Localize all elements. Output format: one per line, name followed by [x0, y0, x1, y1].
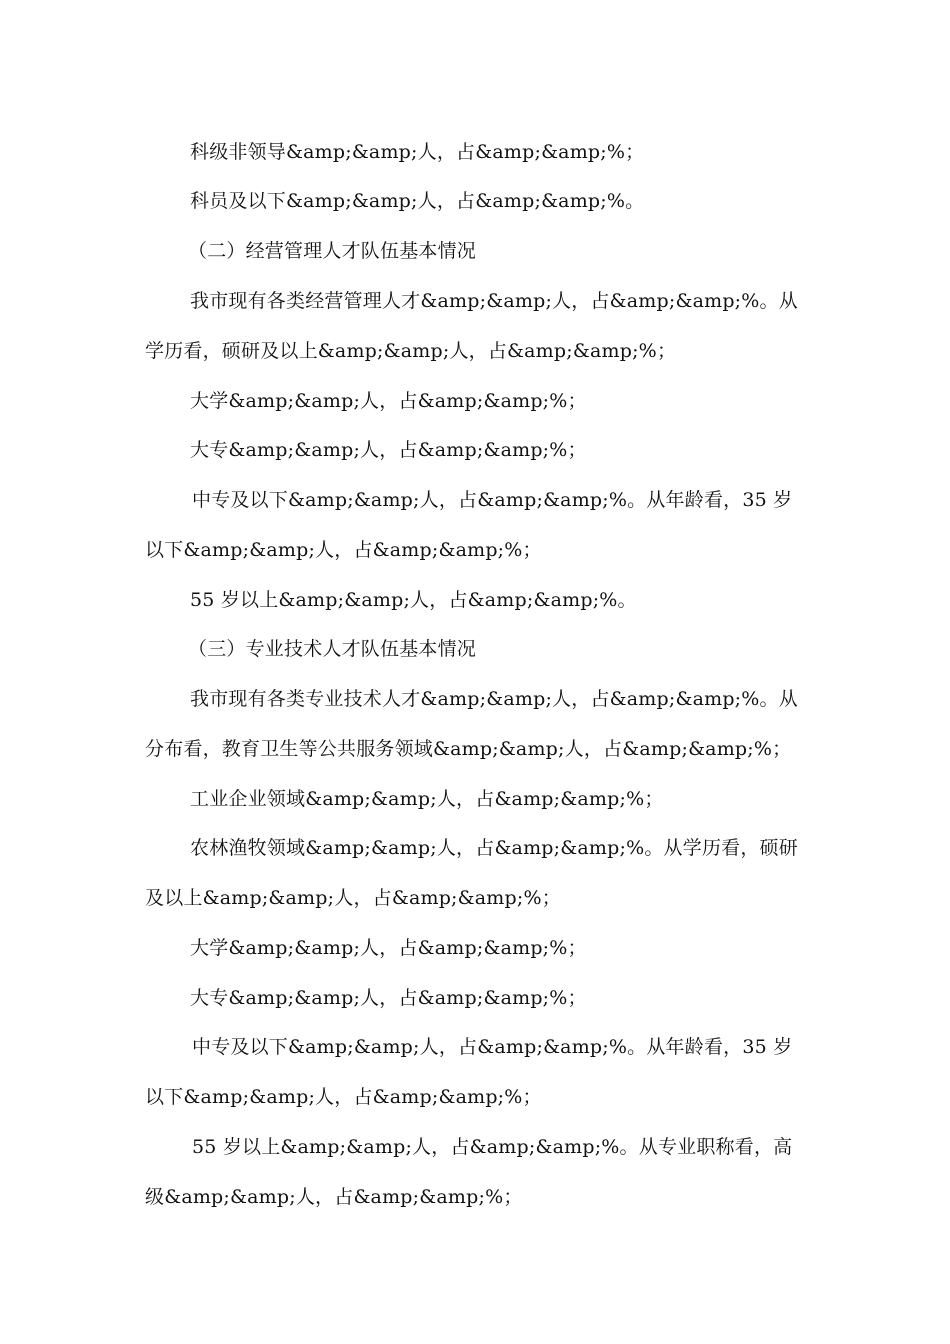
- text-line: 科员及以下&amp;&amp;人，占&amp;&amp;%。: [190, 190, 645, 212]
- text-line: 及以上&amp;&amp;人，占&amp;&amp;%；: [145, 887, 561, 909]
- text-line: 我市现有各类经营管理人才&amp;&amp;人，占&amp;&amp;%。从: [190, 290, 798, 312]
- text-line: 大学&amp;&amp;人，占&amp;&amp;%；: [190, 937, 587, 959]
- text-line: 级&amp;&amp;人，占&amp;&amp;%；: [145, 1186, 523, 1208]
- text-line: 科级非领导&amp;&amp;人，占&amp;&amp;%；: [190, 141, 645, 163]
- text-line: 大专&amp;&amp;人，占&amp;&amp;%；: [190, 987, 587, 1009]
- text-line: 大专&amp;&amp;人，占&amp;&amp;%；: [190, 439, 587, 461]
- text-line: 学历看，硕研及以上&amp;&amp;人，占&amp;&amp;%；: [145, 340, 677, 362]
- text-line: 中专及以下&amp;&amp;人，占&amp;&amp;%。从年龄看，35 岁: [192, 1036, 793, 1058]
- text-line: 以下&amp;&amp;人，占&amp;&amp;%；: [145, 539, 542, 561]
- section-heading: （三）专业技术人才队伍基本情况: [188, 638, 477, 660]
- text-line: 工业企业领域&amp;&amp;人，占&amp;&amp;%；: [190, 788, 664, 810]
- text-line: 分布看，教育卫生等公共服务领域&amp;&amp;人，占&amp;&amp;%；: [145, 738, 792, 760]
- text-line: 55 岁以上&amp;&amp;人，占&amp;&amp;%。从专业职称看，高: [192, 1136, 793, 1158]
- text-line: 55 岁以上&amp;&amp;人，占&amp;&amp;%。: [190, 589, 637, 611]
- text-line: 以下&amp;&amp;人，占&amp;&amp;%；: [145, 1086, 542, 1108]
- text-line: 我市现有各类专业技术人才&amp;&amp;人，占&amp;&amp;%。从: [190, 688, 798, 710]
- text-line: 大学&amp;&amp;人，占&amp;&amp;%；: [190, 390, 587, 412]
- text-line: 中专及以下&amp;&amp;人，占&amp;&amp;%。从年龄看，35 岁: [192, 489, 793, 511]
- section-heading: （二）经营管理人才队伍基本情况: [188, 240, 477, 262]
- text-line: 农林渔牧领域&amp;&amp;人，占&amp;&amp;%。从学历看，硕研: [190, 837, 798, 859]
